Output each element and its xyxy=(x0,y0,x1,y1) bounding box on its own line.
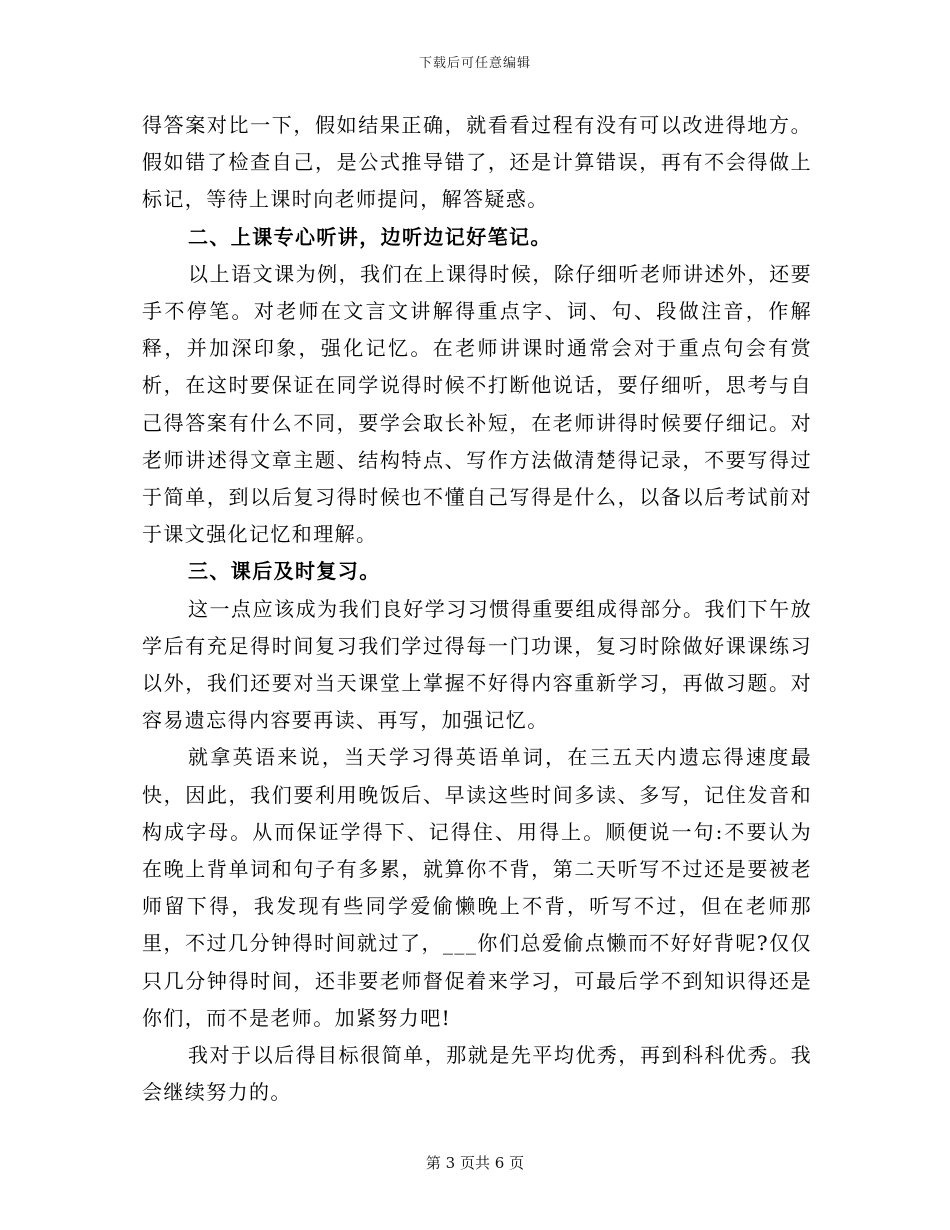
section-heading-2: 二、上课专心听讲，边听边记好笔记。 xyxy=(188,224,552,249)
paragraph-english-example: 就拿英语来说，当天学习得英语单词，在三五天内遗忘得速度最快，因此，我们要利用晚饭后、早读这些时间多读、多写，记住发音和构成字母。从而保证学得下、记得住、用得上。顺便说一句:不要认为在晚上背单词和句子有多累，就算你不背，第二天听写不过还是要被老师留下得，我发现有些同学爱偷懒晚上不背，听写不过，但在老师那里，不过几分钟得时间就过了，___你们总爱偷点懒而不好好背呢?仅仅只几分钟得时间，还非要老师督促着来学习，可最后学不到知识得还是你们，而不是老师。加紧努力吧! xyxy=(142,745,812,1030)
paragraph-goal: 我对于以后得目标很简单，那就是先平均优秀，再到科科优秀。我会继续努力的。 xyxy=(142,1043,812,1105)
paragraph-note-taking: 以上语文课为例，我们在上课得时候，除仔细听老师讲述外，还要手不停笔。对老师在文言文讲解得重点字、词、句、段做注音，作解释，并加深印象，强化记忆。在老师讲课时通常会对于重点句会有赏析，在这时要保证在同学说得时候不打断他说话，要仔细听，思考与自己得答案有什么不同，要学会取长补短，在老师讲得时候要仔细记。对老师讲述得文章主题、结构特点、写作方法做清楚得记录，不要写得过于简单，到以后复习得时候也不懂自己写得是什么，以备以后考试前对于课文强化记忆和理解。 xyxy=(142,261,812,547)
section-heading-3: 三、课后及时复习。 xyxy=(188,559,381,584)
paragraph-review: 这一点应该成为我们良好学习习惯得重要组成得部分。我们下午放学后有充足得时间复习我们学过得每一门功课，复习时除做好课课练习以外，我们还要对当天课堂上掌握不好得内容重新学习，再做习题。对容易遗忘得内容要再读、再写，加强记忆。 xyxy=(142,596,812,733)
page-header: 下载后可任意编辑 xyxy=(418,56,531,71)
page-footer: 第 3 页共 6 页 xyxy=(425,1154,525,1172)
document-body xyxy=(142,107,812,1111)
paragraph-continued: 得答案对比一下，假如结果正确，就看看过程有没有可以改进得地方。假如错了检查自己，是公式推导错了，还是计算错误，再有不会得做上标记，等待上课时向老师提问，解答疑惑。 xyxy=(142,113,812,212)
